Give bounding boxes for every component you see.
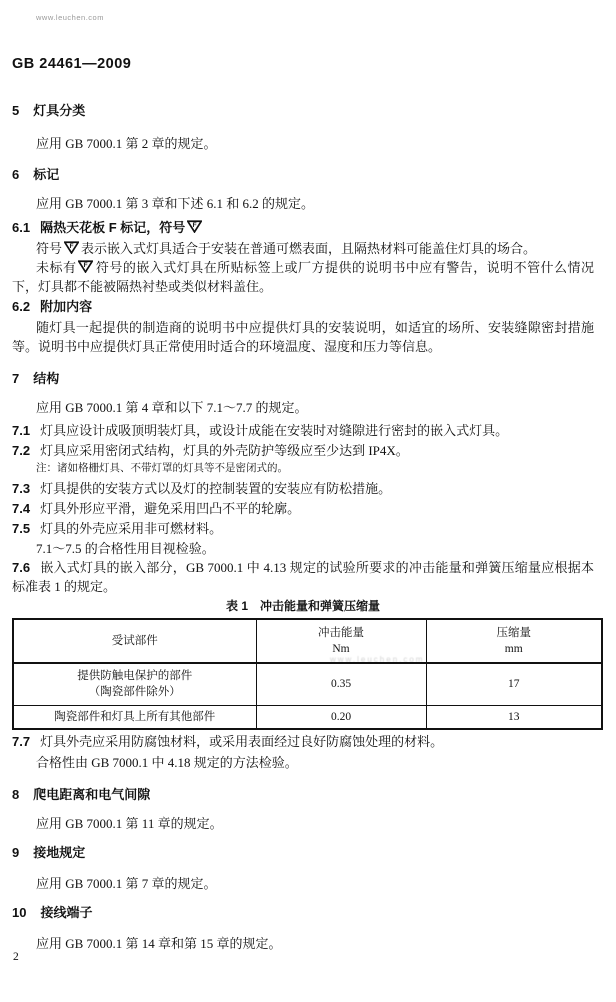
svg-text:F: F	[69, 243, 74, 251]
clause-6-1-paragraph-1	[12, 239, 594, 258]
clause-6-1-paragraph-2	[12, 258, 594, 296]
f-mark-icon	[78, 260, 93, 273]
header-compression	[426, 619, 602, 663]
cell-compression: 13	[426, 705, 602, 729]
doc-code: GB 24461—2009	[12, 56, 132, 72]
paragraph-text: 表示嵌入式灯具适合于安装在普通可燃表面，且隔热材料可能盖住灯具的场合。	[81, 241, 537, 256]
clause-number: 7.7	[12, 734, 31, 749]
cell-part	[13, 663, 256, 705]
section-7-title: 结构	[33, 371, 60, 386]
f-mark-icon	[64, 241, 79, 254]
paragraph-text: 符号	[36, 241, 63, 256]
section-9-title: 接地规定	[33, 845, 86, 860]
clause-6-1-title: 隔热天花板 F 标记，符号	[40, 220, 186, 235]
clause-number: 7.2	[12, 443, 31, 458]
clause-text: 灯具的外壳应采用非可燃材料。	[40, 521, 223, 536]
page-number: 2	[13, 951, 19, 963]
section-6-body: 应用 GB 7000.1 第 3 章和下述 6.1 和 6.2 的规定。	[36, 196, 315, 211]
clause-text: 灯具提供的安装方式以及灯的控制装置的安装应有防松措施。	[40, 481, 392, 496]
paragraph-text: 未标有	[36, 260, 77, 275]
f-mark-icon	[187, 220, 202, 233]
clause-6-1-heading	[12, 219, 594, 237]
table-1	[12, 618, 603, 730]
table-1-caption: 表 1 冲击能量和弹簧压缩量	[225, 599, 380, 613]
clause-text: 灯具应采用密闭式结构，灯具的外壳防护等级应至少达到 IP4X。	[40, 443, 409, 458]
section-10-heading	[12, 904, 594, 922]
section-10-body: 应用 GB 7000.1 第 14 章和第 15 章的规定。	[36, 936, 282, 951]
svg-text:F: F	[192, 222, 197, 230]
cell-impact-energy: 0.35	[256, 663, 426, 705]
header-part: 受试部件	[13, 619, 256, 663]
clause-text: 灯具外形应平滑，避免采用凹凸不平的轮廓。	[40, 501, 301, 516]
cell-part: 陶瓷部件和灯具上所有其他部件	[13, 705, 256, 729]
clause-7-7	[12, 732, 594, 751]
header-label: 冲击能量	[318, 627, 364, 639]
clause-7-3	[12, 479, 594, 498]
header-label: 压缩量	[496, 627, 531, 639]
section-6-title: 标记	[33, 167, 60, 182]
clause-7-1	[12, 421, 594, 440]
section-10-number: 10	[12, 905, 27, 920]
clause-6-2-body: 随灯具一起提供的制造商的说明书中应提供灯具的安装说明，如适宜的场所、安装缝隙密封措施等。说明书中应提供灯具正常使用时适合的环境温度、湿度和压力等信息。	[12, 320, 594, 354]
section-9-body: 应用 GB 7000.1 第 7 章的规定。	[36, 876, 217, 891]
section-7-body: 应用 GB 7000.1 第 4 章和以下 7.1～7.7 的规定。	[36, 400, 308, 415]
cell-text: （陶瓷部件除外）	[88, 686, 181, 699]
clause-7-5	[12, 519, 594, 538]
svg-text:F: F	[83, 262, 88, 270]
section-5-number: 5	[12, 103, 20, 118]
clause-text: 灯具应设计成吸顶明装灯具，或设计成能在安装时对缝隙进行密封的嵌入式灯具。	[40, 423, 509, 438]
section-7-number: 7	[12, 371, 20, 386]
clause-6-2-number: 6.2	[12, 299, 31, 314]
section-6-number: 6	[12, 167, 20, 182]
cell-compression: 17	[426, 663, 602, 705]
paragraph-text: 符号的嵌入式灯具在所贴标签上或厂方提供的说明书中应有警告，说明不管什么情况下，灯具都不能被隔热衬垫或类似材料盖住。	[12, 260, 594, 294]
clause-6-1-number: 6.1	[12, 220, 31, 235]
clause-number: 7.3	[12, 481, 31, 496]
clause-number: 7.6	[12, 560, 31, 575]
section-8-heading	[12, 786, 594, 804]
header-unit: mm	[504, 643, 523, 655]
header-unit: Nm	[332, 643, 350, 655]
section-8-body: 应用 GB 7000.1 第 11 章的规定。	[36, 816, 223, 831]
clause-6-2-title: 附加内容	[40, 299, 93, 314]
cell-impact-energy: 0.20	[256, 705, 426, 729]
visual-check-line: 7.1～7.5 的合格性用目视检验。	[36, 541, 215, 556]
section-5-heading	[12, 102, 594, 120]
section-10-title: 接线端子	[40, 905, 93, 920]
page-content	[12, 0, 594, 953]
clause-text: 灯具外壳应采用防腐蚀材料，或采用表面经过良好防腐蚀处理的材料。	[40, 734, 444, 749]
header-impact-energy	[256, 619, 426, 663]
table-row	[13, 705, 602, 729]
section-5-title: 灯具分类	[33, 103, 86, 118]
section-7-heading	[12, 370, 594, 388]
clause-7-4	[12, 499, 594, 518]
clause-7-6	[12, 558, 594, 596]
clause-7-7-conformity: 合格性由 GB 7000.1 中 4.18 规定的方法检验。	[36, 755, 298, 770]
clause-7-2	[12, 441, 594, 460]
cell-text: 提供防触电保护的部件	[77, 670, 193, 683]
section-5-body: 应用 GB 7000.1 第 2 章的规定。	[36, 136, 217, 151]
table-row	[13, 663, 602, 705]
clause-number: 7.1	[12, 423, 31, 438]
clause-7-2-note: 注：诸如格栅灯具、不带灯罩的灯具等不是密闭式的。	[36, 462, 288, 474]
section-9-heading	[12, 844, 594, 862]
section-9-number: 9	[12, 845, 20, 860]
section-8-number: 8	[12, 787, 20, 802]
section-6-heading	[12, 166, 594, 184]
section-8-title: 爬电距离和电气间隙	[33, 787, 151, 802]
clause-text: 嵌入式灯具的嵌入部分，GB 7000.1 中 4.13 规定的试验所要求的冲击能量和弹簧压缩量应根据本标准表 1 的规定。	[12, 560, 594, 594]
clause-6-2-heading	[12, 298, 594, 316]
clause-number: 7.5	[12, 521, 31, 536]
mid-watermark: www.leuchen.com	[330, 655, 425, 664]
clause-number: 7.4	[12, 501, 31, 516]
top-watermark: www.leuchen.com	[36, 13, 104, 22]
table-header-row	[13, 619, 602, 663]
